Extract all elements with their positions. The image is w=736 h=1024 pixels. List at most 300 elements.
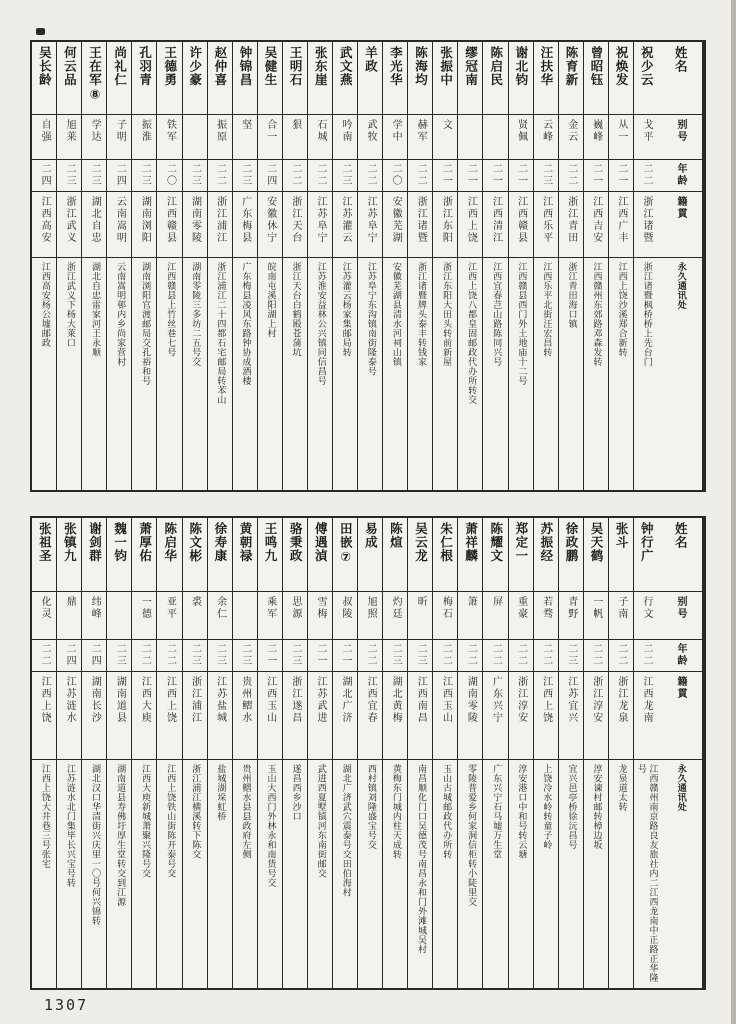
person-alias: 合一 (264, 119, 276, 143)
person-address: 江西上饶铁山街陈开泰号交 (165, 764, 176, 878)
person-column (257, 518, 282, 988)
person-native: 江苏阜宁 (365, 196, 377, 244)
person-age: 二三 (189, 643, 201, 667)
column-header-native: 籍貫 (675, 196, 686, 220)
person-name: 孔羽青 (137, 46, 153, 87)
person-native: 江西清江 (490, 196, 502, 244)
person-name: 张东崖 (313, 46, 329, 87)
scan-artifact (36, 28, 45, 35)
person-name: 傅遇湞 (313, 522, 329, 563)
person-column (156, 518, 181, 988)
person-column (56, 518, 81, 988)
person-alias: 亚平 (164, 596, 176, 620)
person-column (81, 518, 106, 988)
person-name: 萧厚佑 (137, 522, 153, 563)
person-address: 江西上饶八都皇固邮政代办所转交 (466, 262, 477, 405)
person-native: 江西龙南 (640, 676, 652, 724)
person-native: 浙江东阳 (440, 196, 452, 244)
person-address: 江苏涟水北门集毕长兴宝号转 (64, 764, 75, 888)
column-header-address: 永久通讯处 (675, 764, 686, 812)
person-age: 二二 (365, 163, 377, 187)
person-age: 二二 (615, 643, 627, 667)
person-alias: 戈平 (640, 119, 652, 143)
person-column (533, 42, 558, 490)
person-address: 零陵普爱乡何家洞信柜转小陡里交 (466, 764, 477, 907)
person-age: 二二 (515, 643, 527, 667)
person-name: 吴长龄 (37, 46, 53, 87)
person-column (257, 42, 282, 490)
person-native: 江西上饶 (164, 676, 176, 724)
person-column (282, 42, 307, 490)
person-alias: 叔陵 (340, 596, 352, 620)
person-age: 二三 (214, 643, 226, 667)
person-name: 陈耀文 (488, 522, 504, 563)
person-column (232, 518, 257, 988)
person-address: 南昌顺化门口吴德茂号南昌永和门外滩城吴村 (416, 764, 426, 954)
person-age: 二〇 (390, 163, 402, 187)
person-name: 陈启华 (162, 522, 178, 563)
person-column (508, 42, 533, 490)
person-name: 吴健生 (263, 46, 279, 87)
person-address: 黄梅东门城内柱天成转 (390, 764, 401, 859)
person-native: 湖南道县 (114, 676, 126, 724)
person-alias: 旭照 (365, 596, 377, 620)
person-native: 浙江浦江 (214, 196, 226, 244)
person-age: 二四 (89, 643, 101, 667)
person-age: 二二 (365, 643, 377, 667)
person-age: 二三 (189, 163, 201, 187)
person-column (32, 518, 56, 988)
person-native: 江西上饶 (540, 676, 552, 724)
person-column (508, 518, 533, 988)
person-alias: 余仁 (214, 596, 226, 620)
person-column (457, 518, 482, 988)
person-name: 徐政鹏 (563, 522, 579, 563)
person-address: 湖北自忠雷家河王永顺 (89, 262, 100, 357)
person-native: 贵州鳛水 (239, 676, 251, 724)
person-column (558, 42, 583, 490)
person-name: 易成 (363, 522, 379, 549)
person-age: 二二 (565, 163, 577, 187)
person-address: 湖南道县寿佛圩厚生堂转交到江源 (115, 764, 126, 907)
person-native: 湖南浏阳 (139, 196, 151, 244)
person-address: 西村镇刘隆盛宝号交 (365, 764, 376, 850)
person-address: 江苏阜宁东沟镇南街隆泰号 (365, 262, 376, 376)
person-native: 江苏武进 (314, 676, 326, 724)
person-name: 谢北钧 (513, 46, 529, 87)
person-native: 安徽休宁 (264, 196, 276, 244)
person-name: 缪冠南 (463, 46, 479, 87)
person-column (357, 42, 382, 490)
person-age: 二二 (314, 163, 326, 187)
person-alias: 屏 (490, 596, 502, 608)
person-column (282, 518, 307, 988)
person-native: 浙江诸暨 (415, 196, 427, 244)
person-column (608, 42, 633, 490)
person-column (207, 42, 232, 490)
person-name: 吴天鹤 (589, 522, 605, 563)
person-age: 二三 (540, 163, 552, 187)
person-name: 羊政 (363, 46, 379, 73)
person-alias: 子南 (615, 596, 627, 620)
person-alias: 赫军 (415, 119, 427, 143)
header-column (658, 518, 704, 988)
person-native: 湖北广济 (340, 676, 352, 724)
person-native: 浙江天台 (289, 196, 301, 244)
person-age: 二二 (490, 643, 502, 667)
person-address: 浙江武义下杨大莱口 (64, 262, 75, 348)
person-native: 浙江诸暨 (640, 196, 652, 244)
person-alias: 振原 (214, 119, 226, 143)
person-native: 湖南长沙 (89, 676, 101, 724)
person-alias: 坚 (239, 119, 251, 131)
person-name: 苏振经 (538, 522, 554, 563)
person-native: 安徽芜湖 (390, 196, 402, 244)
person-name: 吴云龙 (413, 522, 429, 563)
person-age: 二一 (490, 163, 502, 187)
person-column (332, 42, 357, 490)
person-address: 湖南零陵三多坊二五号交 (190, 262, 201, 367)
person-address: 玉山古城邮政代办所转 (441, 764, 452, 859)
person-name: 尚礼仁 (112, 46, 128, 87)
person-age: 二一 (590, 163, 602, 187)
page-number: 1307 (44, 996, 89, 1014)
person-name: 钟锦昌 (237, 46, 253, 87)
person-alias: 金云 (565, 119, 577, 143)
person-column (407, 42, 432, 490)
person-age: 二四 (114, 163, 126, 187)
person-age: 二三 (239, 643, 251, 667)
person-name: 何云品 (62, 46, 78, 87)
person-native: 江西乐平 (540, 196, 552, 244)
person-alias: 狠 (289, 119, 301, 131)
person-column (182, 518, 207, 988)
person-native: 浙江武义 (64, 196, 76, 244)
person-column (382, 42, 407, 490)
directory-table-top (30, 40, 706, 492)
person-alias: 自强 (39, 119, 51, 143)
person-name: 张振中 (438, 46, 454, 87)
person-native: 江西上饶 (39, 676, 51, 724)
person-alias: 行文 (640, 596, 652, 620)
person-native: 江苏涟水 (64, 676, 76, 724)
person-column (633, 518, 658, 988)
person-name: 武文燕 (338, 46, 354, 87)
person-column (432, 518, 457, 988)
person-alias: 思源 (289, 596, 301, 620)
person-age: 二四 (39, 163, 51, 187)
person-column (457, 42, 482, 490)
person-column (106, 518, 131, 988)
person-native: 浙江遂昌 (289, 676, 301, 724)
person-age: 二三 (89, 163, 101, 187)
person-address: 浙江天台白鹤殿苍蒲坑 (290, 262, 301, 357)
person-name: 许少豪 (187, 46, 203, 87)
person-address: 浙江诸暨牌头泰丰转钱家 (416, 262, 426, 367)
person-address: 上饶冷水岭转童子岭 (541, 764, 552, 850)
person-native: 江苏盐城 (214, 676, 226, 724)
person-native: 江西玉山 (440, 676, 452, 724)
person-alias: 吟南 (340, 119, 352, 143)
person-address: 江西赣州东郊路邓森发转 (591, 262, 602, 367)
person-alias: 贤佩 (515, 119, 527, 143)
person-age: 二二 (214, 163, 226, 187)
person-address: 云南嵩明邨内乡尚家营村 (115, 262, 126, 367)
person-name: 田嵌⑦ (338, 522, 354, 565)
person-name: 赵仲喜 (212, 46, 228, 87)
person-column (81, 42, 106, 490)
person-age: 二二 (440, 643, 452, 667)
person-age: 二三 (415, 643, 427, 667)
person-name: 谢剑群 (87, 522, 103, 563)
column-header-alias: 别号 (675, 596, 686, 620)
person-column (106, 42, 131, 490)
person-name: 骆秉政 (288, 522, 304, 563)
person-address: 江西大庾新城萧聚兴隆号交 (140, 764, 151, 878)
scan-edge-shadow (731, 0, 736, 1024)
person-alias: 振淮 (139, 119, 151, 143)
person-column (156, 42, 181, 490)
person-native: 广东兴宁 (490, 676, 502, 724)
person-address: 广东梅县凌风东路钟协成酒楼 (240, 262, 251, 386)
person-name: 汪扶华 (538, 46, 554, 87)
person-name: 陈启民 (488, 46, 504, 87)
person-alias: 学中 (390, 119, 402, 143)
person-name: 李光华 (388, 46, 404, 87)
person-address: 江苏灌云杨家集邮局转 (340, 262, 351, 357)
person-native: 江西赣县 (515, 196, 527, 244)
person-alias: 化灵 (39, 596, 51, 620)
person-alias: 灼廷 (390, 596, 402, 620)
person-native: 江西高安 (39, 196, 51, 244)
person-age: 二三 (340, 163, 352, 187)
person-age: 二二 (289, 163, 301, 187)
person-column (558, 518, 583, 988)
person-column (357, 518, 382, 988)
person-address: 武进西夏墅镇河东南街邮交 (315, 764, 326, 878)
person-address: 广东兴宁石马墟万生堂 (491, 764, 502, 859)
person-age: 二三 (565, 643, 577, 667)
person-column (56, 42, 81, 490)
person-alias: 子明 (114, 119, 126, 143)
person-native: 浙江浦江 (189, 676, 201, 724)
person-name: 祝焕发 (614, 46, 630, 87)
person-name: 魏一钧 (112, 522, 128, 563)
person-native: 江西大庾 (139, 676, 151, 724)
person-native: 云南嵩明 (114, 196, 126, 244)
directory-table-bottom (30, 516, 706, 990)
person-alias: 文 (440, 119, 452, 131)
person-name: 王鸣九 (263, 522, 279, 563)
person-age: 二四 (64, 643, 76, 667)
person-native: 浙江淳安 (515, 676, 527, 724)
person-address: 宜兴邑亭桥徐沅昌号 (566, 764, 577, 850)
person-address: 龙泉道太转 (616, 764, 627, 812)
person-name: 徐寿康 (212, 522, 228, 563)
person-address: 湖南浏阳官渡邮局交孔裕和号 (140, 262, 151, 386)
column-header-alias: 别号 (675, 119, 686, 143)
person-name: 张镇九 (62, 522, 78, 563)
person-column (432, 42, 457, 490)
person-column (307, 42, 332, 490)
person-address: 浙江浦江二十四都石宅邮局转苯山 (215, 262, 226, 405)
person-address: 江西赣县西门外土地庙十二号 (516, 262, 527, 386)
person-age: 二二 (39, 643, 51, 667)
person-alias: 昕 (415, 596, 427, 608)
person-alias: 一帆 (590, 596, 602, 620)
person-address: 安徽芜湖县清水河祠山镇 (390, 262, 401, 367)
person-address: 玉山大西门外林永和南货号交 (265, 764, 276, 888)
person-native: 江西南昌 (415, 676, 427, 724)
column-header-name: 姓名 (673, 46, 689, 73)
person-column (207, 518, 232, 988)
person-name: 陈煊 (388, 522, 404, 549)
person-native: 江西广丰 (615, 196, 627, 244)
column-header-name: 姓名 (673, 522, 689, 549)
person-address: 湖北汉口华清街兴庆里一〇号何兴锦转 (89, 764, 100, 926)
person-column (608, 518, 633, 988)
person-alias: 若骛 (540, 596, 552, 620)
person-column (533, 518, 558, 988)
person-age: 二三 (114, 643, 126, 667)
person-alias: 从一 (615, 119, 627, 143)
person-age: 二二 (590, 643, 602, 667)
person-age: 二二 (415, 163, 427, 187)
person-address: 湖北广济武穴震泰号交田伯海村 (340, 764, 351, 897)
person-name: 钟行广 (639, 522, 655, 563)
person-address: 皖南屯溪阳湖上村 (265, 262, 276, 338)
person-address: 盐城湖垛虹桥 (215, 764, 226, 821)
person-native: 湖南零陵 (465, 676, 477, 724)
person-column (583, 42, 608, 490)
person-column (307, 518, 332, 988)
person-alias: 铁军 (164, 119, 176, 143)
person-address: 江西赣县上竹丝巷七号 (165, 262, 176, 357)
column-header-address: 永久通讯处 (675, 262, 686, 310)
person-address: 江西赣州南京路良友旅社内二江西龙南中正路正华隆号 (635, 764, 658, 983)
person-name: 郑定一 (513, 522, 529, 563)
person-alias: 重豪 (515, 596, 527, 620)
person-address: 浙江浦江横溪转下陈交 (190, 764, 201, 859)
person-column (182, 42, 207, 490)
person-address: 浙江东阳大田头转前新屋 (441, 262, 452, 367)
person-column (407, 518, 432, 988)
person-name: 祝少云 (639, 46, 655, 87)
person-column (32, 42, 56, 490)
person-age: 二二 (164, 643, 176, 667)
person-age: 二二 (540, 643, 552, 667)
person-alias: 乘军 (264, 596, 276, 620)
person-alias: 一德 (139, 596, 151, 620)
person-native: 浙江青田 (565, 196, 577, 244)
person-age: 二一 (340, 643, 352, 667)
person-address: 遂昌西乡沙口 (290, 764, 301, 821)
person-alias: 武牧 (365, 119, 377, 143)
person-address: 浙江青田海口镇 (566, 262, 577, 329)
person-age: 二三 (64, 163, 76, 187)
person-address: 浙江诸暨枫桥桥上先台门 (641, 262, 652, 367)
person-name: 王明石 (288, 46, 304, 87)
person-address: 贵州鳛水县县政府左侧 (240, 764, 251, 859)
person-native: 江西玉山 (264, 676, 276, 724)
person-native: 浙江淳安 (590, 676, 602, 724)
person-column (583, 518, 608, 988)
person-alias: 箫 (465, 596, 477, 608)
person-column (633, 42, 658, 490)
person-age: 二三 (239, 163, 251, 187)
column-header-native: 籍貫 (675, 676, 686, 700)
person-name: 张斗 (614, 522, 630, 549)
person-column (232, 42, 257, 490)
person-column (131, 42, 156, 490)
column-header-age: 年龄 (675, 163, 686, 187)
person-native: 江苏阜宁 (314, 196, 326, 244)
person-name: 王德勇 (162, 46, 178, 87)
person-age: 二四 (264, 163, 276, 187)
person-alias: 巍峰 (590, 119, 602, 143)
person-name: 陈海均 (413, 46, 429, 87)
person-address: 江西高安杨公墟邮政 (39, 262, 50, 348)
person-column (382, 518, 407, 988)
person-address: 江西宜春芑山路陈同兴号 (491, 262, 502, 367)
person-name: 萧祥麟 (463, 522, 479, 563)
person-age: 二〇 (164, 163, 176, 187)
person-age: 二二 (139, 643, 151, 667)
person-alias: 云峰 (540, 119, 552, 143)
person-native: 湖北自忠 (89, 196, 101, 244)
header-column (658, 42, 704, 490)
person-native: 江苏灌云 (340, 196, 352, 244)
person-column (482, 518, 507, 988)
person-alias: 雪梅 (314, 596, 326, 620)
person-name: 黄朝禄 (237, 522, 253, 563)
person-name: 曾昭钰 (589, 46, 605, 87)
person-alias: 纬峰 (89, 596, 101, 620)
person-address: 江苏淮安益林公兴镇同信昌号 (315, 262, 326, 386)
person-address: 淳安谏村邮转樟边坂 (591, 764, 602, 850)
person-native: 江西吉安 (590, 196, 602, 244)
person-age: 二一 (515, 163, 527, 187)
person-alias: 石城 (314, 119, 326, 143)
person-column (482, 42, 507, 490)
person-age: 二二 (640, 643, 652, 667)
person-age: 二二 (640, 163, 652, 187)
person-age: 二一 (615, 163, 627, 187)
person-address: 淳安港口中和号转云塘 (516, 764, 527, 859)
person-column (332, 518, 357, 988)
person-native: 湖北黄梅 (390, 676, 402, 724)
person-native: 江苏宜兴 (565, 676, 577, 724)
person-age: 二一 (314, 643, 326, 667)
person-age: 二一 (440, 163, 452, 187)
person-name: 王在军⑧ (87, 46, 103, 103)
person-alias: 梅石 (440, 596, 452, 620)
person-native: 浙江龙泉 (615, 676, 627, 724)
person-age: 二三 (139, 163, 151, 187)
person-age: 二一 (465, 163, 477, 187)
person-alias: 学达 (89, 119, 101, 143)
person-native: 江西上饶 (465, 196, 477, 244)
person-column (131, 518, 156, 988)
person-native: 广东梅县 (239, 196, 251, 244)
person-native: 江西赣县 (164, 196, 176, 244)
person-alias: 鼎 (64, 596, 76, 608)
person-name: 朱仁根 (438, 522, 454, 563)
person-native: 湖南零陵 (189, 196, 201, 244)
person-age: 二三 (289, 643, 301, 667)
person-address: 江西上饶大井巷三号张宅 (39, 764, 50, 869)
person-address: 江西上饶沙溪郑合新转 (616, 262, 627, 357)
